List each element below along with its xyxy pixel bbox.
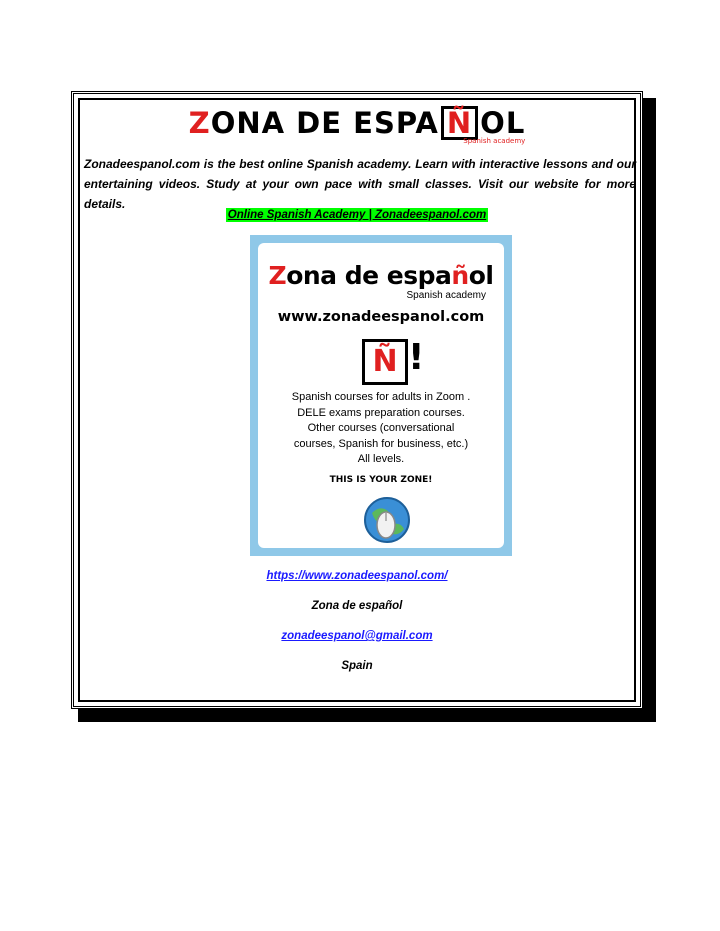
poster-title-a: ona de espa: [286, 261, 452, 290]
logo-tagline: Spanish academy: [463, 137, 526, 145]
logo-letter-n: Ñ: [446, 106, 473, 140]
poster-title-b: ol: [468, 261, 494, 290]
poster-subtitle: Spanish academy: [406, 290, 486, 301]
website-link[interactable]: https://www.zonadeespanol.com/: [266, 570, 448, 582]
poster-url: www.zonadeespanol.com: [277, 309, 485, 325]
course-line: All levels.: [357, 453, 405, 465]
website-link-row: [74, 570, 640, 582]
logo-text-b: OL: [480, 106, 526, 140]
course-line: Other courses (conversational: [307, 422, 455, 434]
email-link-row: [74, 630, 640, 642]
logo-letter-z: Z: [188, 106, 211, 140]
description-text: Zonadeespanol.com is the best online Spanish academy. Learn with interactive lessons and our entertaining videos. Study at your own pace with small classes. Visit our website for more details.: [84, 157, 636, 211]
highlight-link[interactable]: Online Spanish Academy | Zonadeespanol.com: [227, 209, 487, 221]
country-text: Spain: [341, 660, 373, 672]
brand-logo: [188, 106, 526, 145]
course-line: Spanish courses for adults in Zoom .: [291, 391, 471, 403]
poster-title-z: Z: [268, 261, 287, 290]
course-line: DELE exams preparation courses.: [297, 406, 465, 419]
document-frame: [71, 91, 643, 709]
poster-n-icon: Ñ: [362, 339, 408, 385]
header-logo: [74, 106, 640, 150]
promo-poster: [250, 235, 512, 556]
poster-title: [258, 261, 504, 290]
globe-mouse-icon: [362, 495, 412, 545]
logo-n-box: [441, 106, 478, 140]
course-line: courses, Spanish for business, etc.): [293, 437, 469, 450]
company-name: Zona de español: [311, 600, 403, 612]
poster-title-n: ñ: [451, 261, 469, 290]
poster-card: [258, 243, 504, 548]
logo-text-a: ONA DE ESPA: [210, 106, 439, 140]
poster-courses: [268, 390, 494, 468]
email-link[interactable]: zonadeespanol@gmail.com: [281, 630, 433, 642]
poster-zone-slogan: THIS IS YOUR ZONE!: [329, 475, 433, 485]
poster-exclamation: !: [408, 337, 425, 378]
